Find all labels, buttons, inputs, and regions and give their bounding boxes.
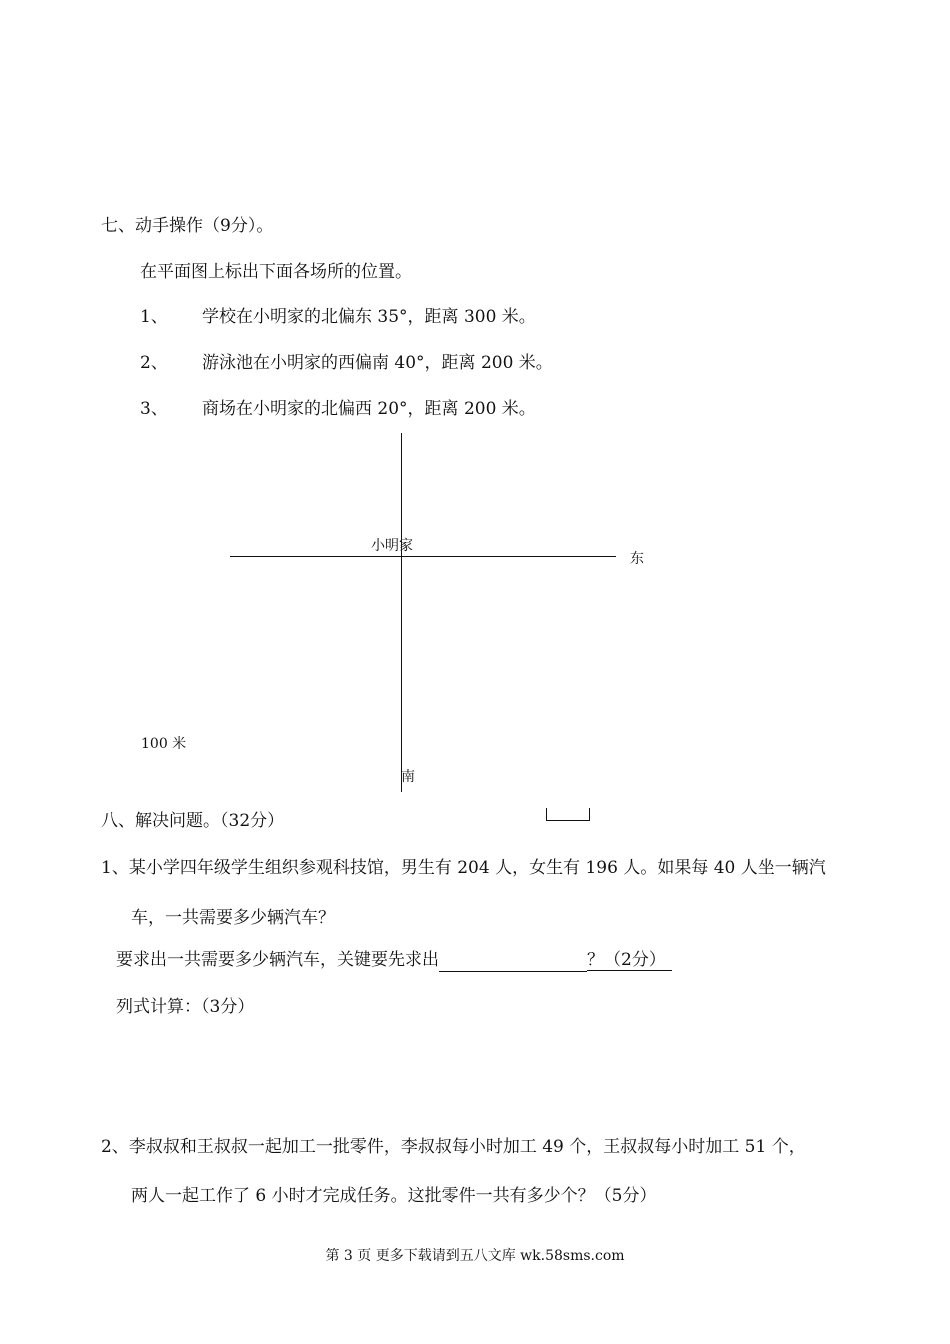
q1-text-line1: 1、某小学四年级学生组织参观科技馆，男生有 204 人，女生有 196 人。如果每 40 人坐一辆汽 bbox=[101, 858, 826, 878]
page-footer: 第 3 页 更多下载请到五八文库 wk.58sms.com bbox=[325, 1248, 625, 1264]
scale-bar bbox=[546, 820, 590, 821]
section7-instruction: 在平面图上标出下面各场所的位置。 bbox=[140, 262, 412, 282]
center-label: 小明家 bbox=[371, 538, 413, 554]
section8-heading: 八、解决问题。（32分） bbox=[101, 811, 285, 831]
scale-label: 100 米 bbox=[141, 736, 187, 752]
q1-fill-prefix: 要求出一共需要多少辆汽车，关键要先求出 bbox=[116, 950, 439, 970]
q1-text-line2: 车，一共需要多少辆汽车？ bbox=[131, 908, 335, 928]
item-text: 学校在小明家的北偏东 35°，距离 300 米。 bbox=[202, 307, 536, 327]
item-text: 商场在小明家的北偏西 20°，距离 200 米。 bbox=[202, 399, 536, 419]
item-number: 2、 bbox=[140, 353, 168, 373]
answer-blank[interactable] bbox=[439, 953, 587, 972]
south-label: 南 bbox=[401, 769, 415, 785]
item-text: 游泳池在小明家的西偏南 40°，距离 200 米。 bbox=[202, 353, 553, 373]
list-item bbox=[140, 352, 553, 374]
list-item bbox=[140, 398, 536, 420]
item-number: 3、 bbox=[140, 399, 168, 419]
east-label: 东 bbox=[630, 551, 644, 567]
q2-text-line1: 2、李叔叔和王叔叔一起加工一批零件，李叔叔每小时加工 49 个，王叔叔每小时加工 51 个， bbox=[101, 1137, 806, 1157]
q2-text-line2: 两人一起工作了 6 小时才完成任务。这批零件一共有多少个？（5分） bbox=[131, 1186, 657, 1206]
section7-heading: 七、动手操作（9分）。 bbox=[101, 216, 274, 236]
list-item bbox=[140, 306, 536, 328]
west-east-axis bbox=[230, 556, 616, 557]
scale-bar-right-tick bbox=[589, 808, 590, 821]
north-south-axis bbox=[401, 433, 402, 792]
q1-calc-label: 列式计算：（3分） bbox=[116, 997, 255, 1017]
q1-fill-suffix: ？（2分） bbox=[587, 950, 672, 971]
q1-fill-sentence bbox=[116, 949, 672, 972]
item-number: 1、 bbox=[140, 307, 168, 327]
